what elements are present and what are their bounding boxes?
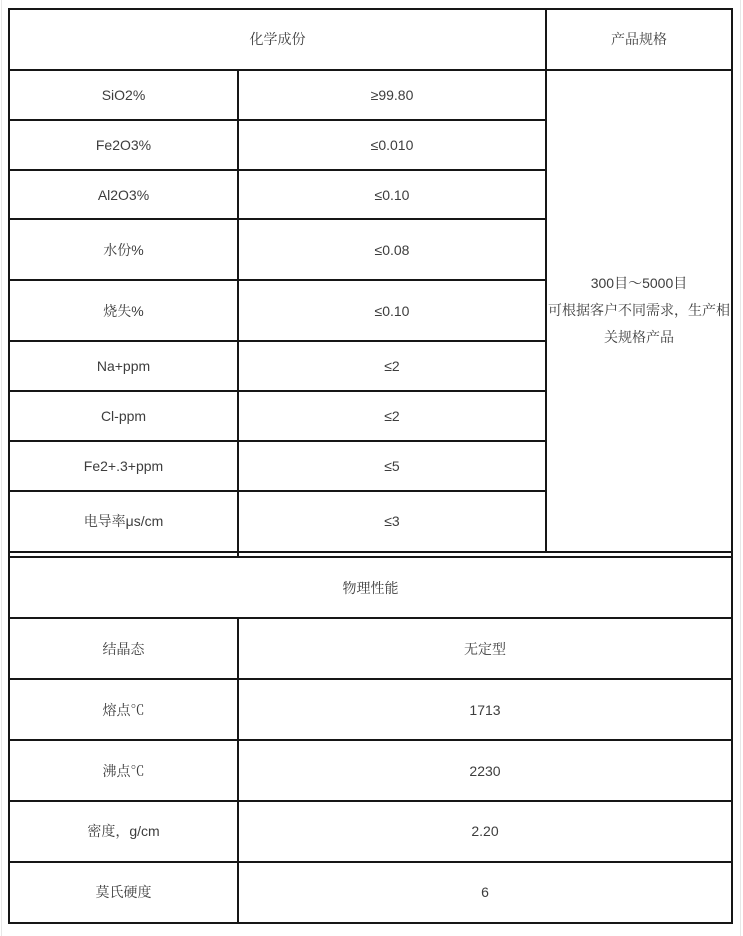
phys-value-cell: 6: [238, 862, 732, 923]
table-row: [9, 862, 732, 923]
product-spec-header: 产品规格: [546, 9, 732, 70]
chem-label-cell: 水份%: [9, 219, 238, 280]
chem-value-cell: ≤2: [238, 391, 546, 441]
chem-label-cell: 烧失%: [9, 280, 238, 341]
table-row: [9, 70, 732, 120]
chem-value-cell: ≤3: [238, 491, 546, 552]
chem-value-cell: ≤0.08: [238, 219, 546, 280]
chemical-composition-header: 化学成份: [9, 9, 546, 70]
table-row: [9, 801, 732, 862]
spec-note-text: 可根据客户不同需求，生产相关规格产品: [548, 302, 730, 346]
chem-label-cell: Fe2O3%: [9, 120, 238, 170]
phys-label-cell: 熔点℃: [9, 679, 238, 740]
phys-label-cell: 结晶态: [9, 618, 238, 679]
product-spec-table: [8, 8, 733, 924]
phys-label-cell: 沸点℃: [9, 740, 238, 801]
physical-header-row: [9, 557, 732, 618]
phys-value-cell: 2.20: [238, 801, 732, 862]
chem-value-cell: ≤0.10: [238, 280, 546, 341]
chem-label-cell: Fe2+.3+ppm: [9, 441, 238, 491]
chem-value-cell: ≤0.010: [238, 120, 546, 170]
table-header-row: [9, 9, 732, 70]
product-spec-cell: [546, 70, 732, 552]
table-row: [9, 679, 732, 740]
phys-label-cell: 莫氏硬度: [9, 862, 238, 923]
chem-label-cell: Na+ppm: [9, 341, 238, 391]
spec-range-text: 300目～5000目: [590, 275, 688, 292]
phys-value-cell: 1713: [238, 679, 732, 740]
chem-label-cell: SiO2%: [9, 70, 238, 120]
table-row: [9, 740, 732, 801]
chem-value-cell: ≤2: [238, 341, 546, 391]
phys-value-cell: 无定型: [238, 618, 732, 679]
chem-value-cell: ≤0.10: [238, 170, 546, 220]
chem-value-cell: ≥99.80: [238, 70, 546, 120]
phys-value-cell: 2230: [238, 740, 732, 801]
table-row: [9, 618, 732, 679]
physical-properties-header: 物理性能: [9, 557, 732, 618]
chem-label-cell: 电导率μs/cm: [9, 491, 238, 552]
chem-value-cell: ≤5: [238, 441, 546, 491]
chem-label-cell: Al2O3%: [9, 170, 238, 220]
phys-label-cell: 密度，g/cm: [9, 801, 238, 862]
chem-label-cell: Cl-ppm: [9, 391, 238, 441]
